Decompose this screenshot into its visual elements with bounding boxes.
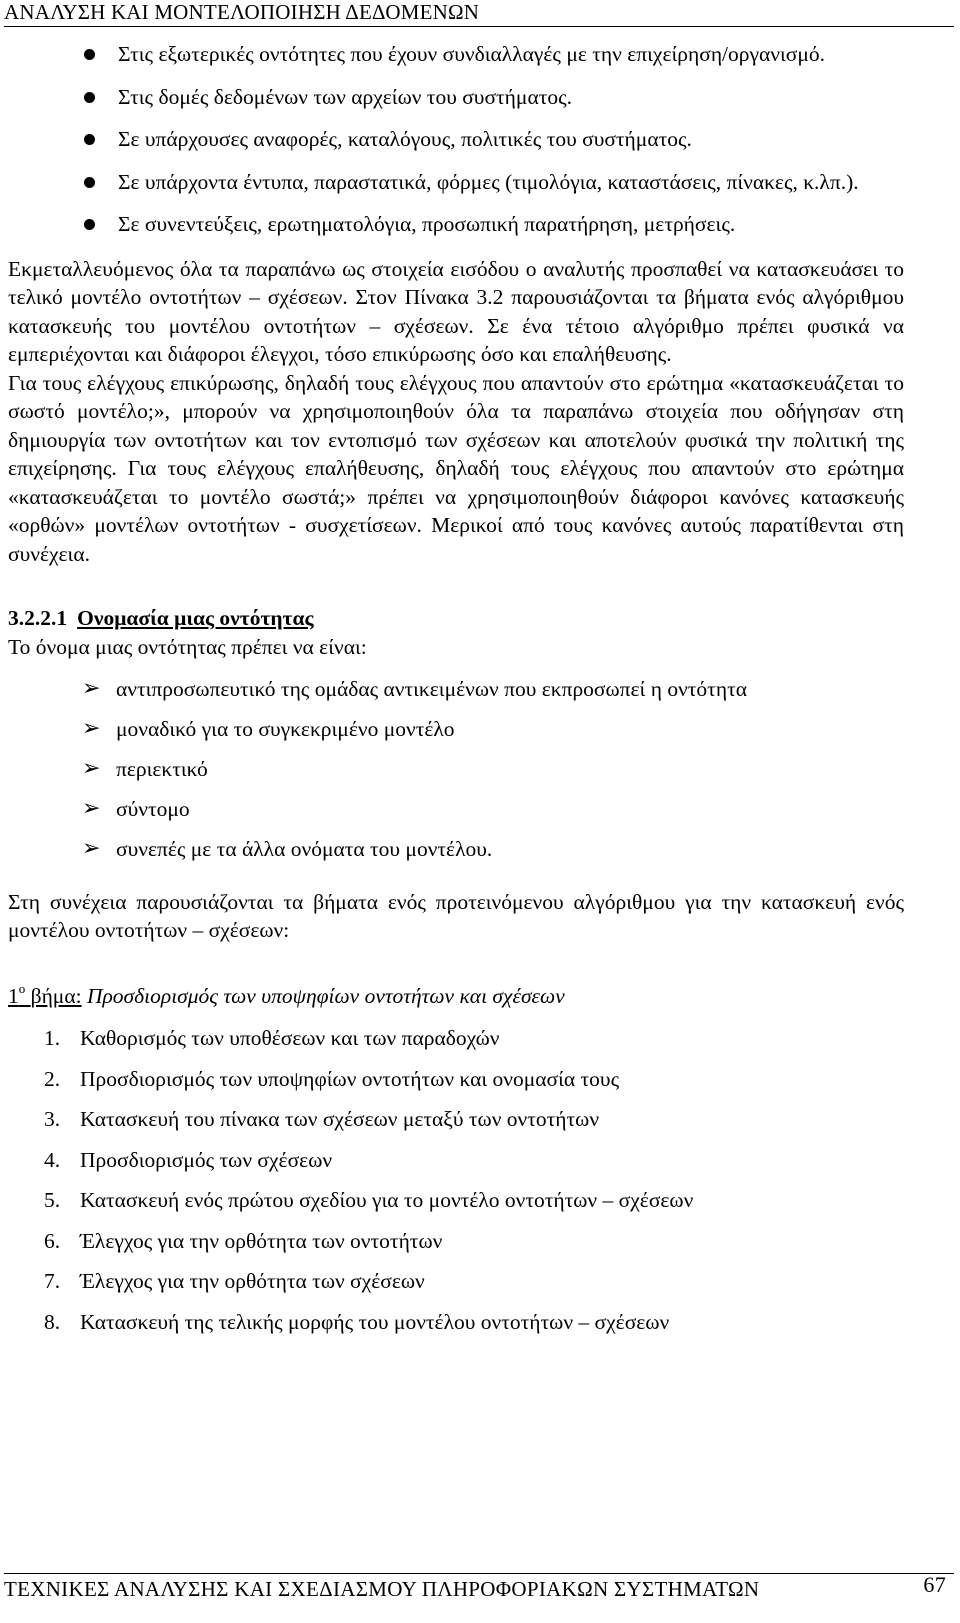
list-item: Σε υπάρχουσες αναφορές, καταλόγους, πολιτικές του συστήματος. xyxy=(8,125,904,154)
running-footer xyxy=(4,1573,954,1602)
bullet-icon xyxy=(84,92,95,103)
list-item: Σε συνεντεύξεις, ερωτηματολόγια, προσωπική παρατήρηση, μετρήσεις. xyxy=(8,210,904,239)
step-heading xyxy=(8,975,904,1011)
list-item: ➢ σύντομο xyxy=(8,795,904,824)
list-item: Στις δομές δεδομένων των αρχείων του συστήματος. xyxy=(8,83,904,112)
page-number: 67 xyxy=(923,1572,946,1597)
algorithm-steps-list xyxy=(8,1024,904,1336)
list-item: ➢ μοναδικό για το συγκεκριμένο μοντέλο xyxy=(8,715,904,744)
paragraph-algorithm: Εκμεταλλευόμενος όλα τα παραπάνω ως στοιχεία εισόδου ο αναλυτής προσπαθεί να κατασκευάσει το τελικό μοντέλο οντοτήτων – σχέσεων. Στον Πίνακα 3.2 παρουσιάζονται τα βήματα ενός αλγόριθμου κατασκευής του μοντέλου οντοτήτων – σχέσεων. Σε ένα τέτοιο αλγόριθμο πρέπει φυσικά να εμπεριέχονται και διάφοροι έλεγχοι, τόσο επικύρωσης όσο και επαλήθευσης. xyxy=(8,256,904,366)
arrow-bullet-icon: ➢ xyxy=(82,676,101,701)
step-label: $1^o$ βήμα: xyxy=(8,980,82,1008)
bullet-icon xyxy=(84,219,95,230)
step-title: Προσδιορισμός των υποψηφίων οντοτήτων και σχέσεων xyxy=(86,983,565,1008)
list-item: 7. Έλεγχος για την ορθότητα των σχέσεων xyxy=(44,1269,425,1293)
running-header xyxy=(4,0,954,27)
list-item: 2. Προσδιορισμός των υποψηφίων οντοτήτων και ονομασία τους xyxy=(44,1066,620,1091)
page-body xyxy=(8,40,904,1348)
list-item: 5. Κατασκευή ενός πρώτου σχεδίου για το μοντέλο οντοτήτων – σχέσεων xyxy=(44,1188,694,1212)
header-title: ΑΝΑΛΥΣΗ ΚΑΙ ΜΟΝΤΕΛΟΠΟΙΗΣΗ ΔΕΔΟΜΕΝΩΝ xyxy=(4,0,480,24)
arrow-bullet-icon: ➢ xyxy=(82,756,101,781)
list-item: ➢ περιεκτικό xyxy=(8,755,904,784)
list-item: ➢ συνεπές με τα άλλα ονόματα του μοντέλου. xyxy=(8,835,904,864)
list-item: ➢ αντιπροσωπευτικό της ομάδας αντικειμένων που εκπροσωπεί η οντότητα xyxy=(8,675,904,704)
list-item: Στις εξωτερικές οντότητες που έχουν συνδιαλλαγές με την επιχείρηση/οργανισμό. xyxy=(8,40,904,69)
bullet-icon xyxy=(84,134,95,145)
footer-title: ΤΕΧΝΙΚΕΣ ΑΝΑΛΥΣΗΣ ΚΑΙ ΣΧΕΔΙΑΣΜΟΥ ΠΛΗΡΟΦΟΡΙΑΚΩΝ ΣΥΣΤΗΜΑΤΩΝ xyxy=(4,1577,760,1601)
arrow-bullet-icon: ➢ xyxy=(82,796,101,821)
list-item: 8. Κατασκευή της τελικής μορφής του μοντέλου οντοτήτων – σχέσεων xyxy=(44,1309,670,1334)
list-item: 6. Έλεγχος για την ορθότητα των οντοτήτων xyxy=(44,1228,443,1253)
section-number: 3.2.2.1 xyxy=(8,606,68,630)
paragraph-validation: Για τους ελέγχους επικύρωσης, δηλαδή τους ελέγχους που απαντούν στο ερώτημα «κατασκευάζεται το σωστό μοντέλο;», μπορούν να χρησιμοποιηθούν όλα τα παραπάνω στοιχεία που οδήγησαν στη δημιουργία των οντοτήτων και τον εντοπισμό των σχέσεων και αποτελούν φυσικά την πολιτική της επιχείρησης. Για τους ελέγχους επαλήθευσης, δηλαδή τους ελέγχους που απαντούν στο ερώτημα «κατασκευάζεται το μοντέλο σωστά;» πρέπει να χρησιμοποιηθούν διάφοροι κανόνες κατασκευής «ορθών» μοντέλων οντοτήτων - συσχετίσεων. Μερικοί από τους κανόνες αυτούς παρατίθενται στη συνέχεια. xyxy=(8,370,904,566)
list-item: 3. Κατασκευή του πίνακα των σχέσεων μεταξύ των οντοτήτων xyxy=(44,1107,600,1131)
arrow-bullet-icon: ➢ xyxy=(82,836,101,861)
bullet-icon xyxy=(84,49,95,60)
list-item: Σε υπάρχοντα έντυπα, παραστατικά, φόρμες (τιμολόγια, καταστάσεις, πίνακες, κ.λπ.). xyxy=(8,168,904,197)
list-item: 4. Προσδιορισμός των σχέσεων xyxy=(44,1147,333,1172)
algorithm-intro: Στη συνέχεια παρουσιάζονται τα βήματα ενός προτεινόμενου αλγόριθμου για την κατασκευή ενός μοντέλου οντοτήτων – σχέσεων: xyxy=(8,889,904,942)
section-intro: Το όνομα μιας οντότητας πρέπει να είναι: xyxy=(8,634,367,659)
list-item: 1. Καθορισμός των υποθέσεων και των παραδοχών xyxy=(44,1026,500,1050)
name-requirements-list xyxy=(8,675,904,864)
arrow-bullet-icon: ➢ xyxy=(82,716,101,741)
section-heading xyxy=(8,604,904,633)
section-title: Ονομασία μιας οντότητας xyxy=(77,606,314,630)
source-bullet-list xyxy=(8,40,904,239)
bullet-icon xyxy=(84,177,95,188)
